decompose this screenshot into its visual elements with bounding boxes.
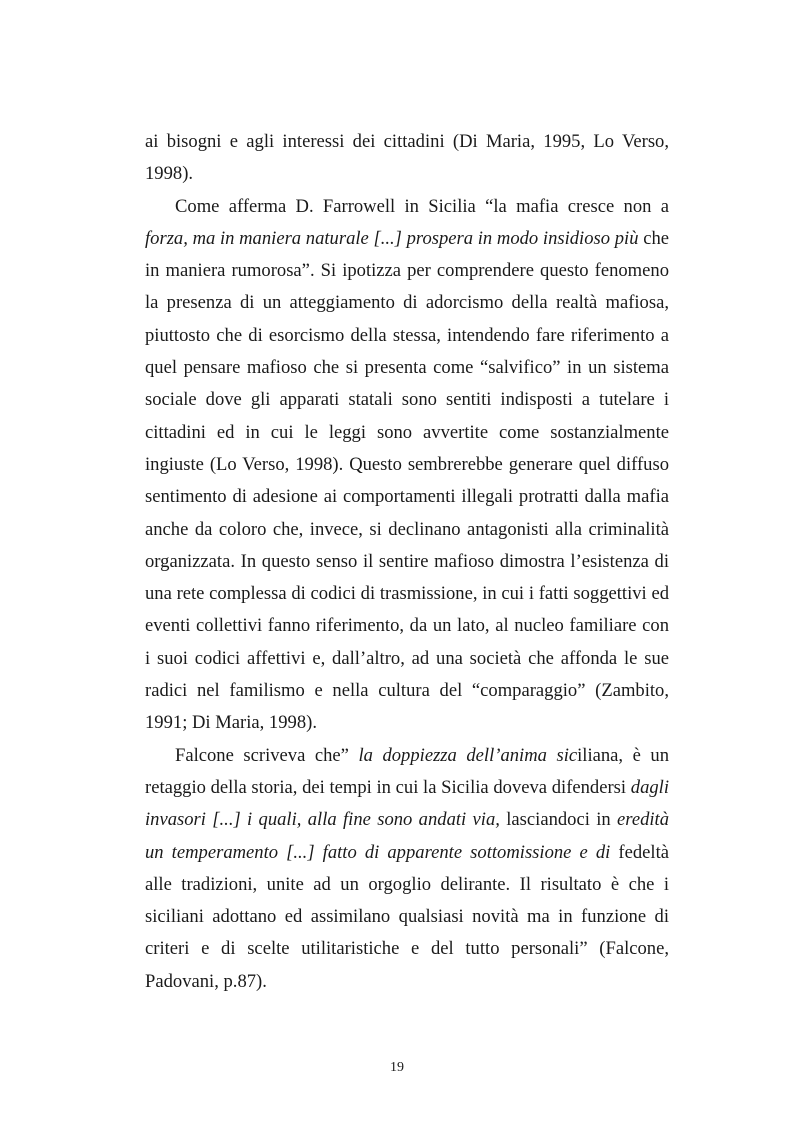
paragraph-2 (145, 191, 669, 740)
page-number: 19 (390, 1060, 404, 1075)
text-run: che in maniera rumorosa”. Si ipotizza per comprendere questo fenomeno la presenza di un atteggiamento di adorcismo della realtà mafiosa, piuttosto che di esorcismo della stessa, intendendo fare riferimento a quel pensare mafioso che si presenta come “salvifico” in un sistema sociale dove gli apparati statali sono sentiti indisposti a tutelare i cittadini ed in cui le leggi sono avvertite come sostanzialmente ingiuste (Lo Verso, 1998). Questo sembrerebbe generare quel diffuso sentimento di adesione ai comportamenti illegali protratti dalla mafia anche da coloro che, invece, si declinano antagonisti alla criminalità organizzata. In questo senso il sentire mafioso dimostra l’esistenza di una rete complessa di codici di trasmissione, in cui i fatti soggettivi ed eventi collettivi fanno riferimento, da un lato, al nucleo familiare con i suoi codici affettivi e, dall’altro, ad una società che affonda le sue radici nel familismo e nella cultura del “comparaggio” (Zambito, 1991; Di Maria, 1998). (145, 227, 670, 734)
text-run: lasciandoci in (499, 809, 618, 831)
body-text (145, 126, 669, 998)
italic-quote: forza, ma in maniera naturale [...] prospera in modo insidioso più (145, 227, 639, 249)
text-run: ai bisogni e agli interessi dei cittadini (Di Maria, 1995, Lo Verso, 1998). (145, 131, 669, 185)
italic-quote: la doppiezza dell’anima sic (358, 744, 578, 766)
paragraph-3 (145, 740, 669, 998)
text-run: fedeltà alle tradizioni, unite ad un orgoglio delirante. Il risultato è che i siciliani adottano ed assimilano qualsiasi novità ma in funzione di criteri e di scelte utilitaristiche e del tutto personali” (Falcone, Padovani, p.87). (145, 841, 669, 992)
italic-quote: eredità un temperamento [...] fatto di apparente sottomissione e di (145, 809, 669, 863)
text-run: Falcone scriveva che” (175, 744, 359, 766)
text-run: Come afferma D. Farrowell in Sicilia “la mafia cresce non a (175, 195, 669, 217)
paragraph-1 (145, 126, 669, 191)
italic-quote: dagli invasori [...] i quali, alla fine sono andati via, (145, 776, 669, 831)
text-run: iliana, è un retaggio della storia, dei tempi in cui la Sicilia doveva difendersi (145, 744, 669, 798)
